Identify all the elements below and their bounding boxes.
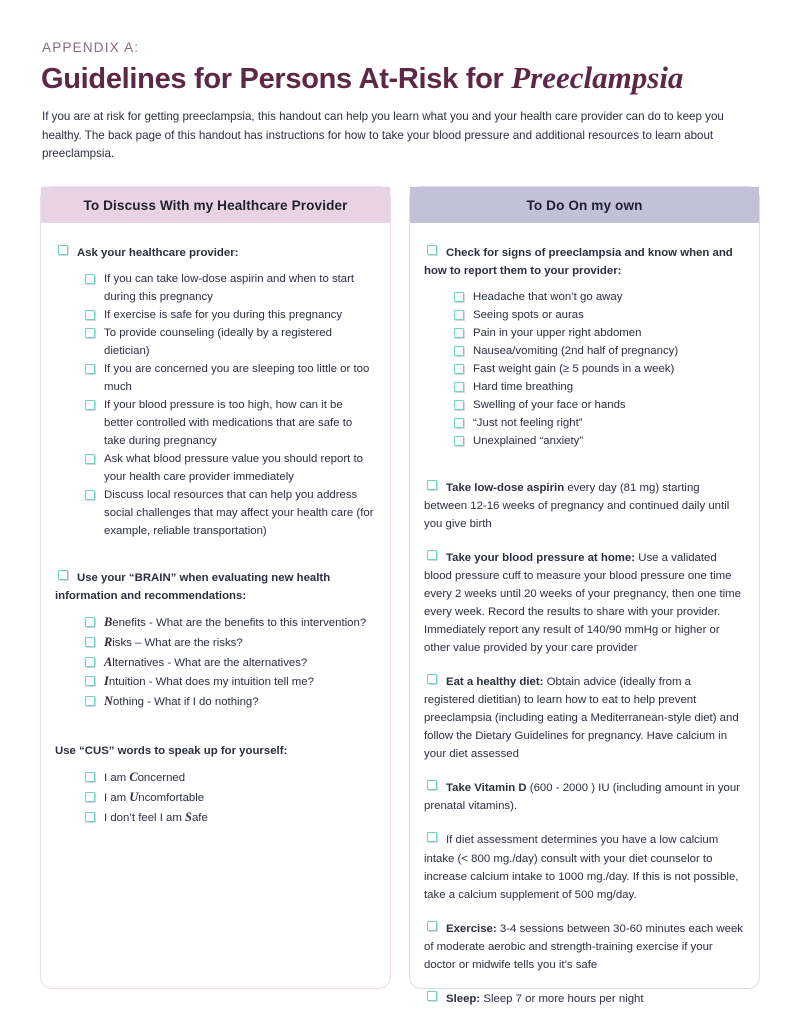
list-item-label bbox=[104, 808, 374, 828]
checkbox-icon[interactable] bbox=[427, 991, 437, 1001]
list-item[interactable] bbox=[85, 633, 374, 653]
checkbox-icon[interactable] bbox=[427, 480, 437, 490]
checkbox-icon[interactable] bbox=[454, 292, 464, 302]
appendix-label: APPENDIX A: bbox=[42, 40, 140, 55]
list-item-label: Unexplained “anxiety” bbox=[473, 435, 584, 448]
block-bold-lead: Sleep: bbox=[446, 992, 481, 1005]
block-bold-lead: Eat a healthy diet: bbox=[446, 676, 544, 689]
list-item[interactable] bbox=[85, 486, 374, 540]
sublist-ask-provider bbox=[85, 270, 374, 540]
card-to-do-on-my-own bbox=[409, 186, 760, 1005]
list-item[interactable] bbox=[454, 306, 743, 324]
card-body-right bbox=[410, 223, 759, 1035]
list-item-label: Hard time breathing bbox=[473, 381, 574, 394]
acronym-rest: lternatives - What are the alternatives? bbox=[112, 656, 308, 669]
acronym-letter: C bbox=[129, 770, 138, 785]
checkbox-icon[interactable] bbox=[85, 490, 95, 500]
cus-heading: Use “CUS” words to speak up for yourself: bbox=[55, 745, 288, 758]
list-item[interactable] bbox=[85, 672, 374, 692]
block-rest: Use a validated blood pressure cuff to measure your blood pressure one time every 2 weeks until 20 weeks of your pregnancy, then one time every week. Record the results to share with your provider. Immediately report any result of 140/90 mmHg or higher or other value provided by your care provider bbox=[424, 552, 742, 655]
list-item-label bbox=[104, 633, 374, 653]
cus-prefix: I am bbox=[104, 772, 130, 785]
sublist-signs bbox=[454, 288, 743, 450]
block-blood-pressure bbox=[424, 546, 743, 657]
list-item[interactable] bbox=[85, 808, 374, 828]
block-bold-lead: Take your blood pressure at home: bbox=[446, 552, 636, 565]
block-lead-text: Ask your healthcare provider: bbox=[77, 247, 239, 260]
checkbox-icon[interactable] bbox=[85, 657, 95, 667]
card-header-left: To Discuss With my Healthcare Provider bbox=[41, 187, 390, 223]
block-healthy-diet bbox=[424, 670, 743, 763]
list-item-label: Fast weight gain (≥ 5 pounds in a week) bbox=[473, 363, 675, 376]
block-text bbox=[424, 676, 739, 760]
list-item[interactable] bbox=[454, 288, 743, 306]
checkbox-icon[interactable] bbox=[85, 792, 95, 802]
list-item[interactable] bbox=[85, 768, 374, 788]
block-lead bbox=[424, 776, 743, 815]
block-text bbox=[424, 834, 738, 900]
block-bold-lead: Take Vitamin D bbox=[446, 782, 527, 795]
block-lead bbox=[55, 241, 374, 262]
checkbox-icon[interactable] bbox=[427, 245, 437, 255]
card-discuss-with-provider bbox=[40, 186, 391, 989]
block-text bbox=[446, 993, 644, 1005]
block-lead bbox=[55, 566, 374, 605]
acronym-rest: isks – What are the risks? bbox=[112, 636, 243, 649]
checkbox-icon[interactable] bbox=[454, 400, 464, 410]
block-lead bbox=[424, 476, 743, 533]
list-item[interactable] bbox=[85, 270, 374, 306]
checkbox-icon[interactable] bbox=[454, 418, 464, 428]
card-header-right: To Do On my own bbox=[410, 187, 759, 223]
block-lead bbox=[424, 670, 743, 763]
list-item[interactable] bbox=[85, 306, 374, 324]
list-item-label: If exercise is safe for you during this pregnancy bbox=[104, 309, 343, 322]
acronym-rest: ntuition - What does my intuition tell me? bbox=[108, 676, 314, 689]
list-item-label: Seeing spots or auras bbox=[473, 309, 584, 322]
checkbox-icon[interactable] bbox=[58, 570, 68, 580]
block-rest: Sleep 7 or more hours per night bbox=[480, 992, 644, 1005]
acronym-rest: enefits - What are the benefits to this intervention? bbox=[112, 617, 367, 630]
acronym-letter: R bbox=[104, 634, 113, 649]
acronym-letter: N bbox=[104, 693, 113, 708]
cus-prefix: I don’t feel I am bbox=[104, 811, 186, 824]
block-text bbox=[424, 782, 740, 812]
sublist-cus bbox=[85, 768, 374, 827]
list-item-label: Pain in your upper right abdomen bbox=[473, 327, 642, 340]
list-item[interactable] bbox=[454, 414, 743, 432]
list-item-label: Ask what blood pressure value you should report to your health care provider immediately bbox=[104, 453, 363, 484]
list-item-label: Swelling of your face or hands bbox=[473, 399, 626, 412]
list-item-label bbox=[104, 672, 374, 692]
list-item-label: To provide counseling (ideally by a registered dietician) bbox=[104, 327, 332, 358]
checkbox-icon[interactable] bbox=[85, 812, 95, 822]
list-item-label: If you can take low-dose aspirin and when to start during this pregnancy bbox=[104, 273, 355, 304]
list-item[interactable] bbox=[85, 450, 374, 486]
list-item-label bbox=[104, 653, 374, 673]
checkbox-icon[interactable] bbox=[427, 921, 437, 931]
block-sleep bbox=[424, 987, 743, 1008]
block-lead bbox=[424, 917, 743, 974]
block-aspirin bbox=[424, 476, 743, 533]
list-item[interactable] bbox=[454, 342, 743, 360]
card-body-left bbox=[41, 223, 390, 841]
block-lead bbox=[424, 987, 743, 1008]
block-rest: If diet assessment determines you have a low calcium intake (< 800 mg./day) consult with your diet counselor to increase calcium intake to 1000 mg./day. If this is not possible, take a calcium supplement of 500 mg/day. bbox=[424, 834, 739, 901]
checkbox-icon[interactable] bbox=[85, 400, 95, 410]
block-check-for-signs bbox=[424, 241, 743, 450]
checkbox-icon[interactable] bbox=[85, 676, 95, 686]
acronym-rest: afe bbox=[191, 811, 208, 824]
columns-container bbox=[40, 186, 760, 1005]
block-text bbox=[424, 482, 729, 530]
block-rest: (600 - 2000 ) IU (including amount in your prenatal vitamins). bbox=[424, 782, 740, 813]
block-rest: every day (81 mg) starting between 12-16 weeks of pregnancy and continued daily until you give birth bbox=[424, 482, 730, 531]
checkbox-icon[interactable] bbox=[454, 436, 464, 446]
acronym-letter: U bbox=[129, 789, 139, 804]
list-item[interactable] bbox=[85, 324, 374, 360]
list-item-label bbox=[104, 692, 374, 712]
block-rest: Obtain advice (ideally from a registered dietitian) to learn how to eat to help prevent preeclampsia (including eating a Mediterranean-style diet) and follow the Dietary Guidelines for pregnancy. Have calcium in your diet assessed bbox=[424, 676, 739, 761]
checkbox-icon[interactable] bbox=[427, 674, 437, 684]
checkbox-icon[interactable] bbox=[85, 274, 95, 284]
list-item-label bbox=[104, 788, 374, 808]
checkbox-icon[interactable] bbox=[85, 696, 95, 706]
page-title-plain: Guidelines for Persons At-Risk for bbox=[41, 63, 512, 95]
block-brain bbox=[55, 566, 374, 711]
block-text bbox=[424, 923, 743, 971]
acronym-rest: ncomfortable bbox=[138, 791, 205, 804]
block-lead bbox=[424, 241, 743, 280]
acronym-letter: I bbox=[104, 674, 109, 689]
list-item-label bbox=[104, 613, 374, 633]
acronym-rest: oncerned bbox=[137, 772, 186, 785]
acronym-letter: A bbox=[104, 654, 113, 669]
block-ask-provider bbox=[55, 241, 374, 540]
cus-prefix: I am bbox=[104, 791, 130, 804]
block-vitamin-d bbox=[424, 776, 743, 815]
block-rest: 3-4 sessions between 30-60 minutes each week of moderate aerobic and strength-training exercise if your doctor or midwife tells you it’s safe bbox=[424, 922, 743, 971]
list-item[interactable] bbox=[85, 788, 374, 808]
list-item[interactable] bbox=[454, 396, 743, 414]
block-lead-text: Check for signs of preeclampsia and know when and how to report them to your provider: bbox=[424, 247, 733, 278]
spacer bbox=[424, 463, 743, 476]
list-item-label bbox=[104, 768, 374, 788]
block-bold-lead: Take low-dose aspirin bbox=[446, 482, 565, 495]
block-calcium bbox=[424, 828, 743, 903]
list-item[interactable] bbox=[85, 360, 374, 396]
checkbox-icon[interactable] bbox=[58, 245, 68, 255]
checkbox-icon[interactable] bbox=[454, 382, 464, 392]
block-lead bbox=[424, 828, 743, 903]
block-lead bbox=[424, 546, 743, 657]
intro-paragraph: If you are at risk for getting preeclampsia, this handout can help you learn what you and your health care provider can do to keep you healthy. The back page of this handout has instructions for how to take your blood pressure and additional resources to learn about preeclampsia. bbox=[42, 109, 724, 161]
spacer bbox=[55, 724, 374, 732]
checkbox-icon[interactable] bbox=[85, 454, 95, 464]
acronym-letter: B bbox=[104, 615, 113, 630]
checkbox-icon[interactable] bbox=[85, 617, 95, 627]
checkbox-icon[interactable] bbox=[427, 780, 437, 790]
list-item-label: If your blood pressure is too high, how can it be better controlled with medications that are safe to take during pregnancy bbox=[104, 399, 353, 448]
checkbox-icon[interactable] bbox=[454, 346, 464, 356]
checkbox-icon[interactable] bbox=[85, 637, 95, 647]
sublist-brain bbox=[85, 613, 374, 711]
list-item[interactable] bbox=[454, 432, 743, 450]
checkbox-icon[interactable] bbox=[454, 328, 464, 338]
list-item[interactable] bbox=[85, 396, 374, 450]
checkbox-icon[interactable] bbox=[454, 310, 464, 320]
list-item-label: Discuss local resources that can help you address social challenges that may affect your health care (for example, reliable transportation) bbox=[104, 489, 374, 538]
checkbox-icon[interactable] bbox=[454, 364, 464, 374]
list-item-label: Nausea/vomiting (2nd half of pregnancy) bbox=[473, 345, 679, 358]
spacer bbox=[55, 553, 374, 566]
block-bold-lead: Exercise: bbox=[446, 922, 497, 935]
list-item-label: “Just not feeling right” bbox=[473, 417, 583, 430]
acronym-letter: S bbox=[185, 809, 192, 824]
acronym-rest: othing - What if I do nothing? bbox=[112, 695, 259, 708]
checkbox-icon[interactable] bbox=[427, 550, 437, 560]
list-item[interactable] bbox=[454, 378, 743, 396]
page-title bbox=[41, 61, 760, 96]
list-item[interactable] bbox=[85, 653, 374, 673]
block-exercise bbox=[424, 917, 743, 974]
list-item-label: Headache that won’t go away bbox=[473, 291, 623, 304]
list-item[interactable] bbox=[85, 692, 374, 712]
block-lead-text: Use your “BRAIN” when evaluating new health information and recommendations: bbox=[55, 572, 331, 603]
checkbox-icon[interactable] bbox=[85, 310, 95, 320]
list-item[interactable] bbox=[454, 360, 743, 378]
checkbox-icon[interactable] bbox=[85, 328, 95, 338]
page-title-emphasis: Preeclampsia bbox=[511, 60, 684, 95]
checkbox-icon[interactable] bbox=[85, 772, 95, 782]
list-item[interactable] bbox=[85, 613, 374, 633]
block-text bbox=[424, 552, 741, 654]
checkbox-icon[interactable] bbox=[85, 364, 95, 374]
list-item[interactable] bbox=[454, 324, 743, 342]
list-item-label: If you are concerned you are sleeping too little or too much bbox=[104, 363, 370, 394]
checkbox-icon[interactable] bbox=[427, 832, 437, 842]
